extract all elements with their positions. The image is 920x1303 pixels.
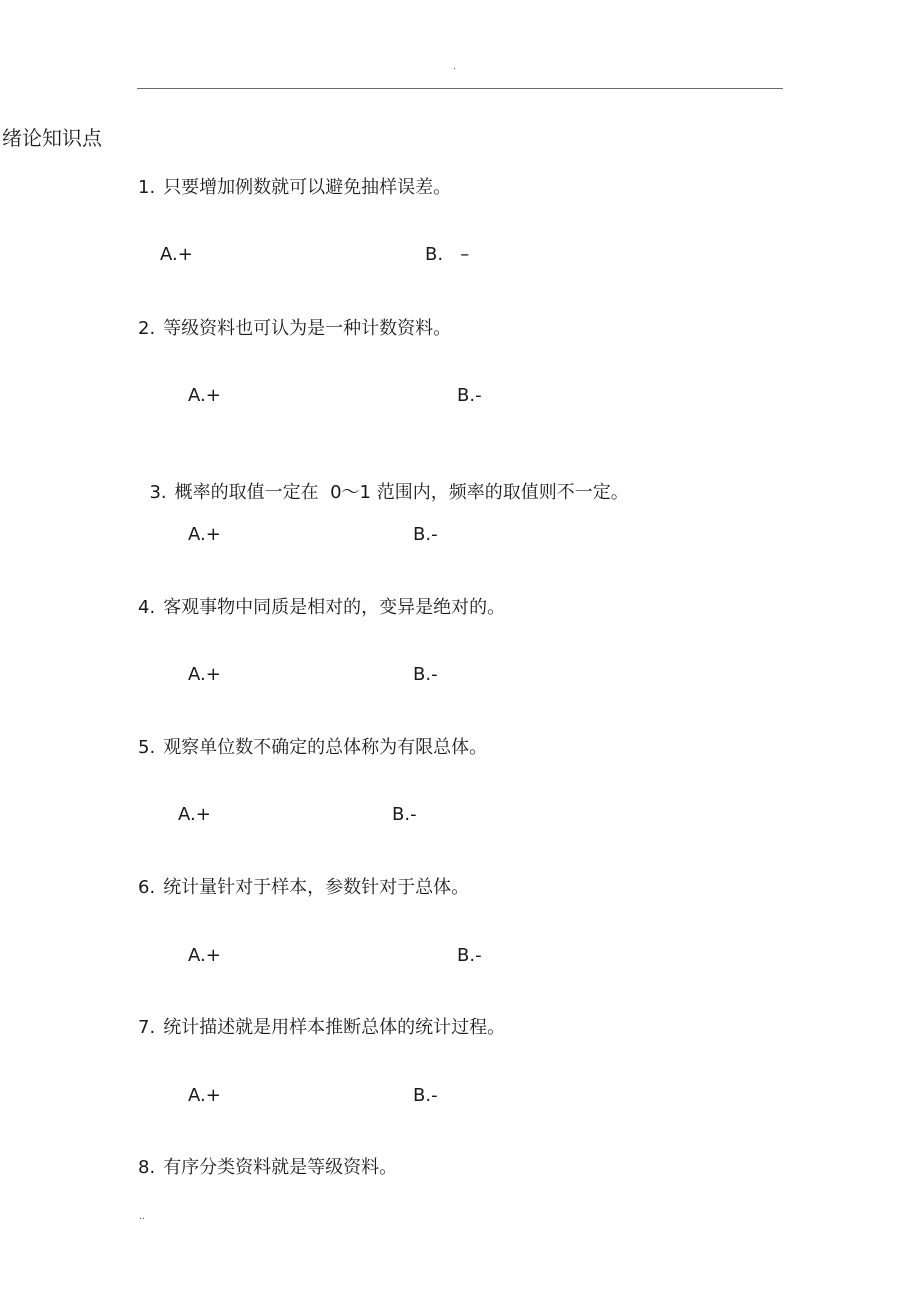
question-4-option-a[interactable]: A.+ — [188, 664, 221, 685]
question-number: 8. — [138, 1157, 156, 1178]
question-number: 7. — [138, 1017, 156, 1038]
question-number: 1. — [138, 177, 156, 198]
question-4-option-b[interactable]: B.- — [413, 664, 438, 685]
question-5-option-a[interactable]: A.+ — [178, 804, 211, 825]
header-divider — [137, 88, 783, 89]
question-number: 5. — [138, 737, 156, 758]
question-text: 有序分类资料就是等级资料。 — [163, 1157, 398, 1178]
question-number: 4. — [138, 597, 156, 618]
question-2-option-a[interactable]: A.+ — [188, 385, 221, 406]
question-1-option-b[interactable]: B. – — [425, 244, 470, 265]
question-8 — [138, 1155, 397, 1181]
question-text: 观察单位数不确定的总体称为有限总体。 — [163, 737, 488, 758]
header-mark: . — [453, 62, 456, 72]
question-text: 统计量针对于样本，参数针对于总体。 — [163, 877, 470, 898]
question-text: 等级资料也可认为是一种计数资料。 — [163, 318, 452, 339]
question-2-option-b[interactable]: B.- — [457, 385, 482, 406]
question-number: 3. — [149, 482, 167, 503]
question-4 — [138, 595, 505, 621]
question-7 — [138, 1015, 505, 1041]
footer-mark: .. — [139, 1212, 145, 1222]
question-text: 统计描述就是用样本推断总体的统计过程。 — [163, 1017, 506, 1038]
question-7-option-a[interactable]: A.+ — [188, 1085, 221, 1106]
question-5-option-b[interactable]: B.- — [392, 804, 417, 825]
question-text: 概率的取值一定在 0～1 范围内，频率的取值则不一定。 — [174, 482, 629, 503]
question-6 — [138, 875, 469, 901]
question-text: 客观事物中同质是相对的，变异是绝对的。 — [163, 597, 506, 618]
question-6-option-b[interactable]: B.- — [457, 945, 482, 966]
question-3 — [138, 454, 629, 506]
question-3-option-b[interactable]: B.- — [413, 524, 438, 545]
question-2 — [138, 316, 451, 342]
question-number: 6. — [138, 877, 156, 898]
question-1 — [138, 175, 451, 201]
question-3-option-a[interactable]: A.+ — [188, 524, 221, 545]
question-number: 2. — [138, 318, 156, 339]
section-title: 绪论知识点 — [2, 126, 102, 150]
question-1-option-a[interactable]: A.+ — [160, 244, 193, 265]
question-7-option-b[interactable]: B.- — [413, 1085, 438, 1106]
question-text: 只要增加例数就可以避免抽样误差。 — [163, 177, 452, 198]
question-5 — [138, 735, 487, 761]
question-6-option-a[interactable]: A.+ — [188, 945, 221, 966]
